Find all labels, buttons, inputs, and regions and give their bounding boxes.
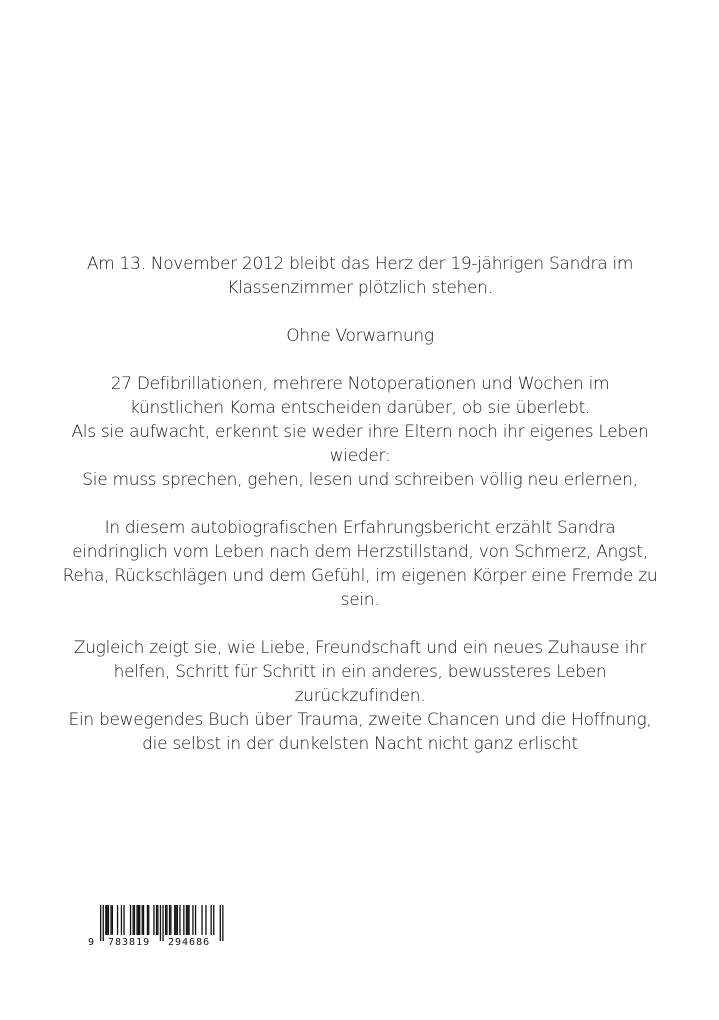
barcode-bar [121, 905, 122, 935]
text-line: zurückzufinden. [294, 686, 426, 706]
text-line: wieder: [329, 446, 391, 466]
barcode-bar [143, 905, 144, 935]
text-line: Ein bewegendes Buch über Trauma, zweite Chancen und die Hoffnung, [68, 710, 652, 730]
barcode-bar [222, 905, 223, 941]
barcode-bar [105, 905, 106, 935]
barcode-bar [147, 905, 148, 935]
text-line: künstlichen Koma entscheiden darüber, ob sie überlebt. [129, 398, 591, 418]
barcode-bar [153, 905, 154, 935]
barcode-bar [123, 905, 124, 935]
barcode-bar [165, 905, 166, 935]
text-line: helfen, Schritt für Schritt in ein anderes, bewussteres Leben [113, 662, 607, 682]
barcode-bar [110, 905, 111, 935]
barcode-bar [170, 905, 171, 935]
barcode-bar [157, 905, 158, 935]
text-line: Sie muss sprechen, gehen, lesen und schreiben völlig neu erlernen, [82, 470, 638, 490]
blurb-paragraph-4 [40, 516, 680, 612]
text-line: Ohne Vorwarnung [286, 326, 434, 346]
text-line: Am 13. November 2012 bleibt das Herz der 19-jährigen Sandra im [86, 254, 634, 274]
barcode-bar [175, 905, 176, 935]
text-line: Zugleich zeigt sie, wie Liebe, Freundschaft und ein neues Zuhause ihr [73, 638, 647, 658]
blurb-paragraph-1 [40, 252, 680, 300]
barcode-bar [213, 905, 214, 935]
barcode-bar [130, 905, 131, 935]
barcode-bar [117, 905, 118, 935]
barcode-bar [166, 905, 167, 935]
text-line: 27 Defibrillationen, mehrere Notoperationen und Wochen im [110, 374, 610, 394]
text-line: Klassenzimmer plötzlich stehen. [227, 278, 493, 298]
barcode-bar [169, 905, 170, 935]
barcode-bar [174, 905, 175, 935]
barcode-bar [160, 905, 161, 941]
blurb-paragraph-3 [40, 372, 680, 492]
text-line: sein. [340, 590, 380, 610]
barcode-bar [139, 905, 140, 935]
barcode-bar [186, 905, 187, 935]
barcode-bar [205, 905, 206, 935]
text-line: eindringlich vom Leben nach dem Herzstillstand, von Schmerz, Angst, [72, 542, 648, 562]
barcode-bar [133, 905, 134, 935]
barcode-bar [148, 905, 149, 935]
barcode-bar [156, 905, 157, 935]
barcode-bar [187, 905, 188, 935]
barcode-bar [142, 905, 143, 935]
text-line: Als sie aufwacht, erkennt sie weder ihre Eltern noch ihr eigenes Leben [71, 422, 649, 442]
text-line: die selbst in der dunkelsten Nacht nicht ganz erlischt [142, 734, 578, 754]
barcode-bar [177, 905, 178, 935]
barcode-left-digits: 783819 [108, 937, 151, 948]
barcode-bar [162, 905, 163, 941]
barcode-bar [183, 905, 184, 935]
barcode-bar [100, 905, 101, 941]
text-line: Reha, Rückschlägen und dem Gefühl, im eigenen Körper eine Fremde zu [62, 566, 658, 586]
barcode-bar [112, 905, 113, 935]
barcode-bar [107, 905, 108, 935]
barcode-bar [108, 905, 109, 935]
blurb-paragraph-2 [40, 324, 680, 348]
blurb-paragraph-5 [40, 636, 680, 756]
text-line: In diesem autobiografischen Erfahrungsbericht erzählt Sandra [104, 518, 616, 538]
barcode-right-digits: 294686 [168, 937, 211, 948]
blurb-text [40, 252, 680, 780]
barcode-bar [103, 905, 104, 941]
barcode-bar [220, 905, 221, 941]
barcode-bar [201, 905, 202, 935]
barcode-bar [136, 905, 137, 935]
barcode-lead-digit: 9 [88, 937, 96, 948]
barcode-bar [195, 905, 196, 935]
barcode-bar [138, 905, 139, 935]
isbn-barcode [88, 905, 238, 955]
barcode-bar [211, 905, 212, 935]
barcode-bar [134, 905, 135, 935]
barcode-bar [179, 905, 180, 935]
barcode-bar [192, 905, 193, 935]
barcode-bar [188, 905, 189, 935]
